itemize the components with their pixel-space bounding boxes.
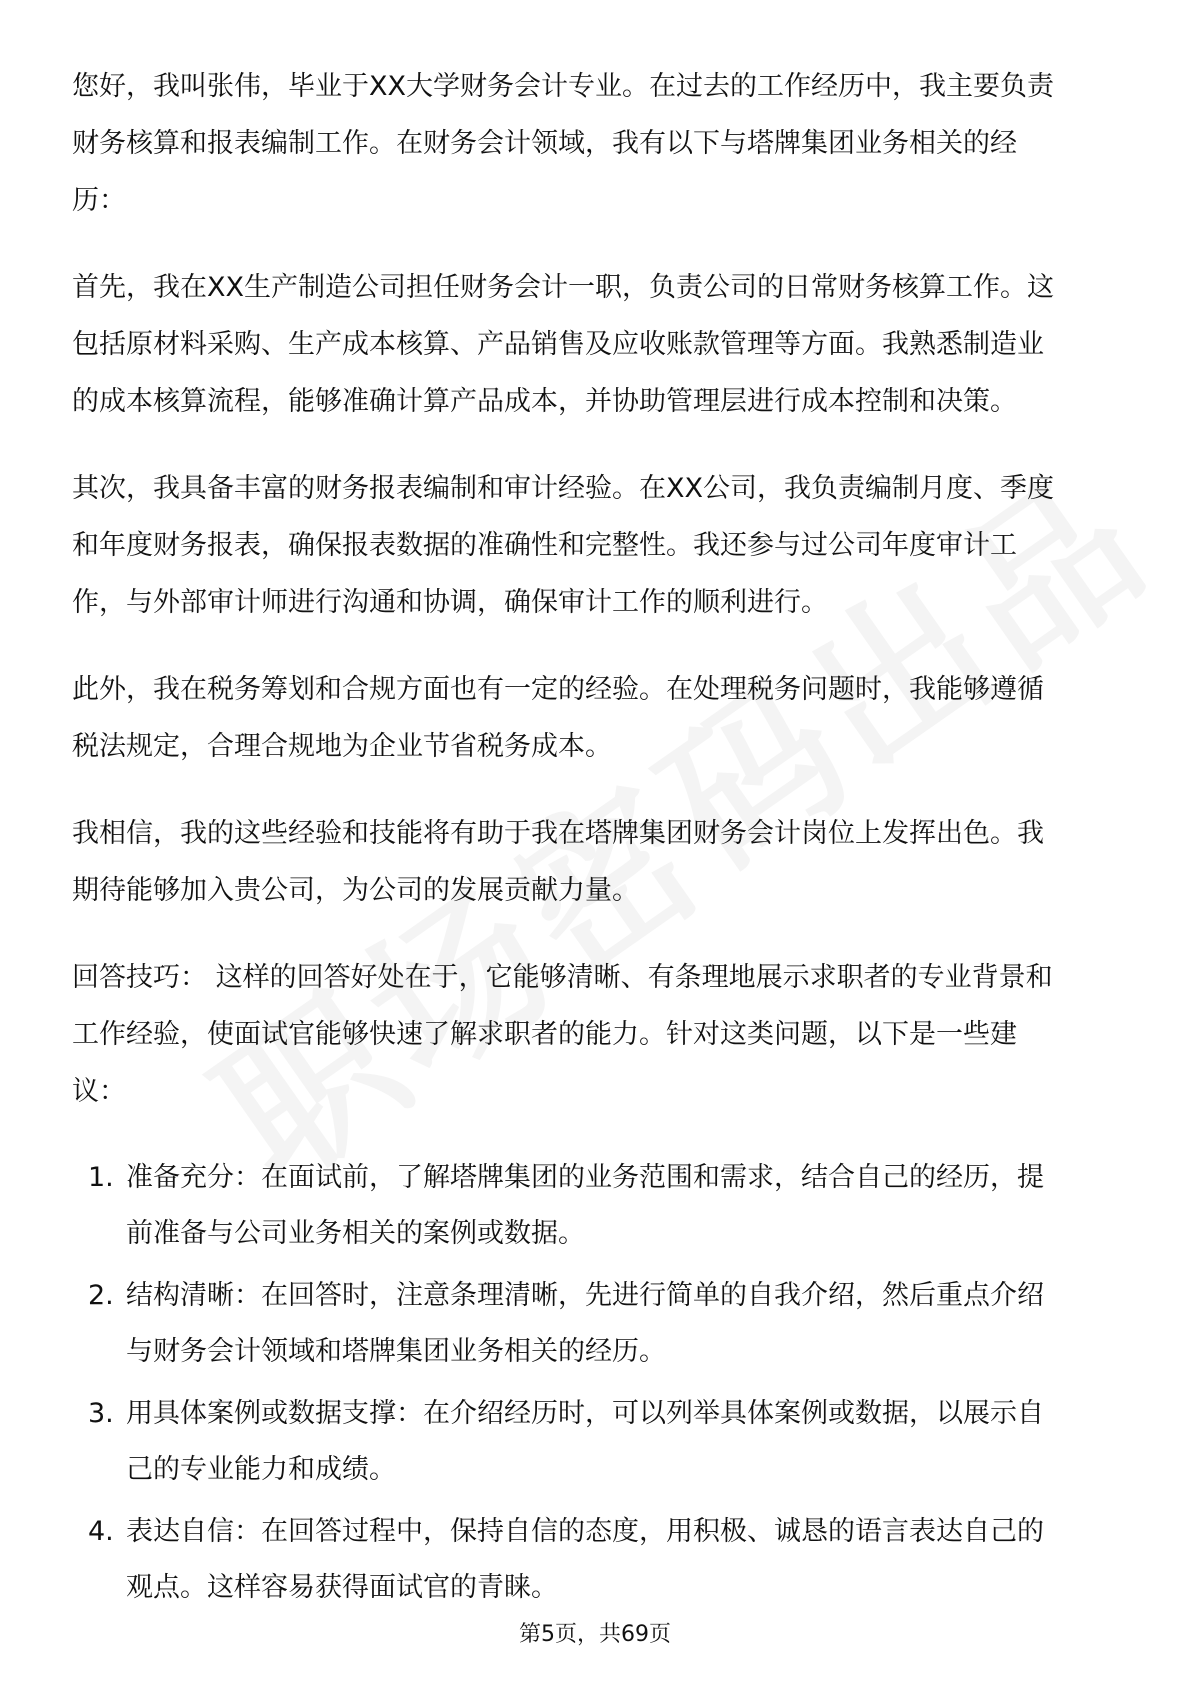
text-line: 用具体案例或数据支撑：在介绍经历时，可以列举具体案例或数据，以展示自 <box>126 1398 1044 1429</box>
tips-list <box>72 1150 1122 1616</box>
page-number: 第5页，共69页 <box>519 1622 671 1647</box>
page-content <box>72 58 1122 1622</box>
text-line: 工作经验，使面试官能够快速了解求职者的能力。针对这类问题，以下是一些建 <box>72 1019 1017 1050</box>
text-line: 此外，我在税务筹划和合规方面也有一定的经验。在处理税务问题时，我能够遵循 <box>72 674 1044 705</box>
text-line: 回答技巧： 这样的回答好处在于，它能够清晰、有条理地展示求职者的专业背景和 <box>72 962 1053 993</box>
list-item <box>72 1268 1122 1380</box>
text-line: 表达自信：在回答过程中，保持自信的态度，用积极、诚恳的语言表达自己的 <box>126 1516 1044 1547</box>
paragraph-answer-tips <box>72 949 1122 1120</box>
text-line: 历： <box>72 185 126 216</box>
text-line: 的成本核算流程，能够准确计算产品成本，并协助管理层进行成本控制和决策。 <box>72 386 1017 417</box>
text-line: 包括原材料采购、生产成本核算、产品销售及应收账款管理等方面。我熟悉制造业 <box>72 329 1044 360</box>
text-line: 期待能够加入贵公司，为公司的发展贡献力量。 <box>72 875 639 906</box>
text-line: 结构清晰：在回答时，注意条理清晰，先进行简单的自我介绍，然后重点介绍 <box>126 1280 1044 1311</box>
list-number: 4. <box>88 1516 114 1547</box>
text-line: 税法规定，合理合规地为企业节省税务成本。 <box>72 731 612 762</box>
text-line: 与财务会计领域和塔牌集团业务相关的经历。 <box>126 1336 666 1367</box>
paragraph-intro <box>72 58 1122 229</box>
text-line: 己的专业能力和成绩。 <box>126 1454 396 1485</box>
list-number: 2. <box>88 1280 114 1311</box>
list-item <box>72 1386 1122 1498</box>
paragraph-first <box>72 259 1122 430</box>
text-line: 首先，我在XX生产制造公司担任财务会计一职，负责公司的日常财务核算工作。这 <box>72 272 1054 303</box>
text-line: 我相信，我的这些经验和技能将有助于我在塔牌集团财务会计岗位上发挥出色。我 <box>72 818 1044 849</box>
list-number: 1. <box>88 1162 114 1193</box>
text-line: 您好，我叫张伟，毕业于XX大学财务会计专业。在过去的工作经历中，我主要负责 <box>72 71 1054 102</box>
text-line: 准备充分：在面试前，了解塔牌集团的业务范围和需求，结合自己的经历，提 <box>126 1162 1044 1193</box>
text-line: 前准备与公司业务相关的案例或数据。 <box>126 1218 585 1249</box>
text-line: 议： <box>72 1076 126 1107</box>
text-line: 和年度财务报表，确保报表数据的准确性和完整性。我还参与过公司年度审计工 <box>72 530 1017 561</box>
list-number: 3. <box>88 1398 114 1429</box>
text-line: 作，与外部审计师进行沟通和协调，确保审计工作的顺利进行。 <box>72 587 828 618</box>
paragraph-conclusion <box>72 805 1122 919</box>
paragraph-second <box>72 460 1122 631</box>
list-item <box>72 1504 1122 1616</box>
text-line: 财务核算和报表编制工作。在财务会计领域，我有以下与塔牌集团业务相关的经 <box>72 128 1017 159</box>
text-line: 观点。这样容易获得面试官的青睐。 <box>126 1572 558 1603</box>
list-item <box>72 1150 1122 1262</box>
text-line: 其次，我具备丰富的财务报表编制和审计经验。在XX公司，我负责编制月度、季度 <box>72 473 1054 504</box>
paragraph-additionally <box>72 661 1122 775</box>
